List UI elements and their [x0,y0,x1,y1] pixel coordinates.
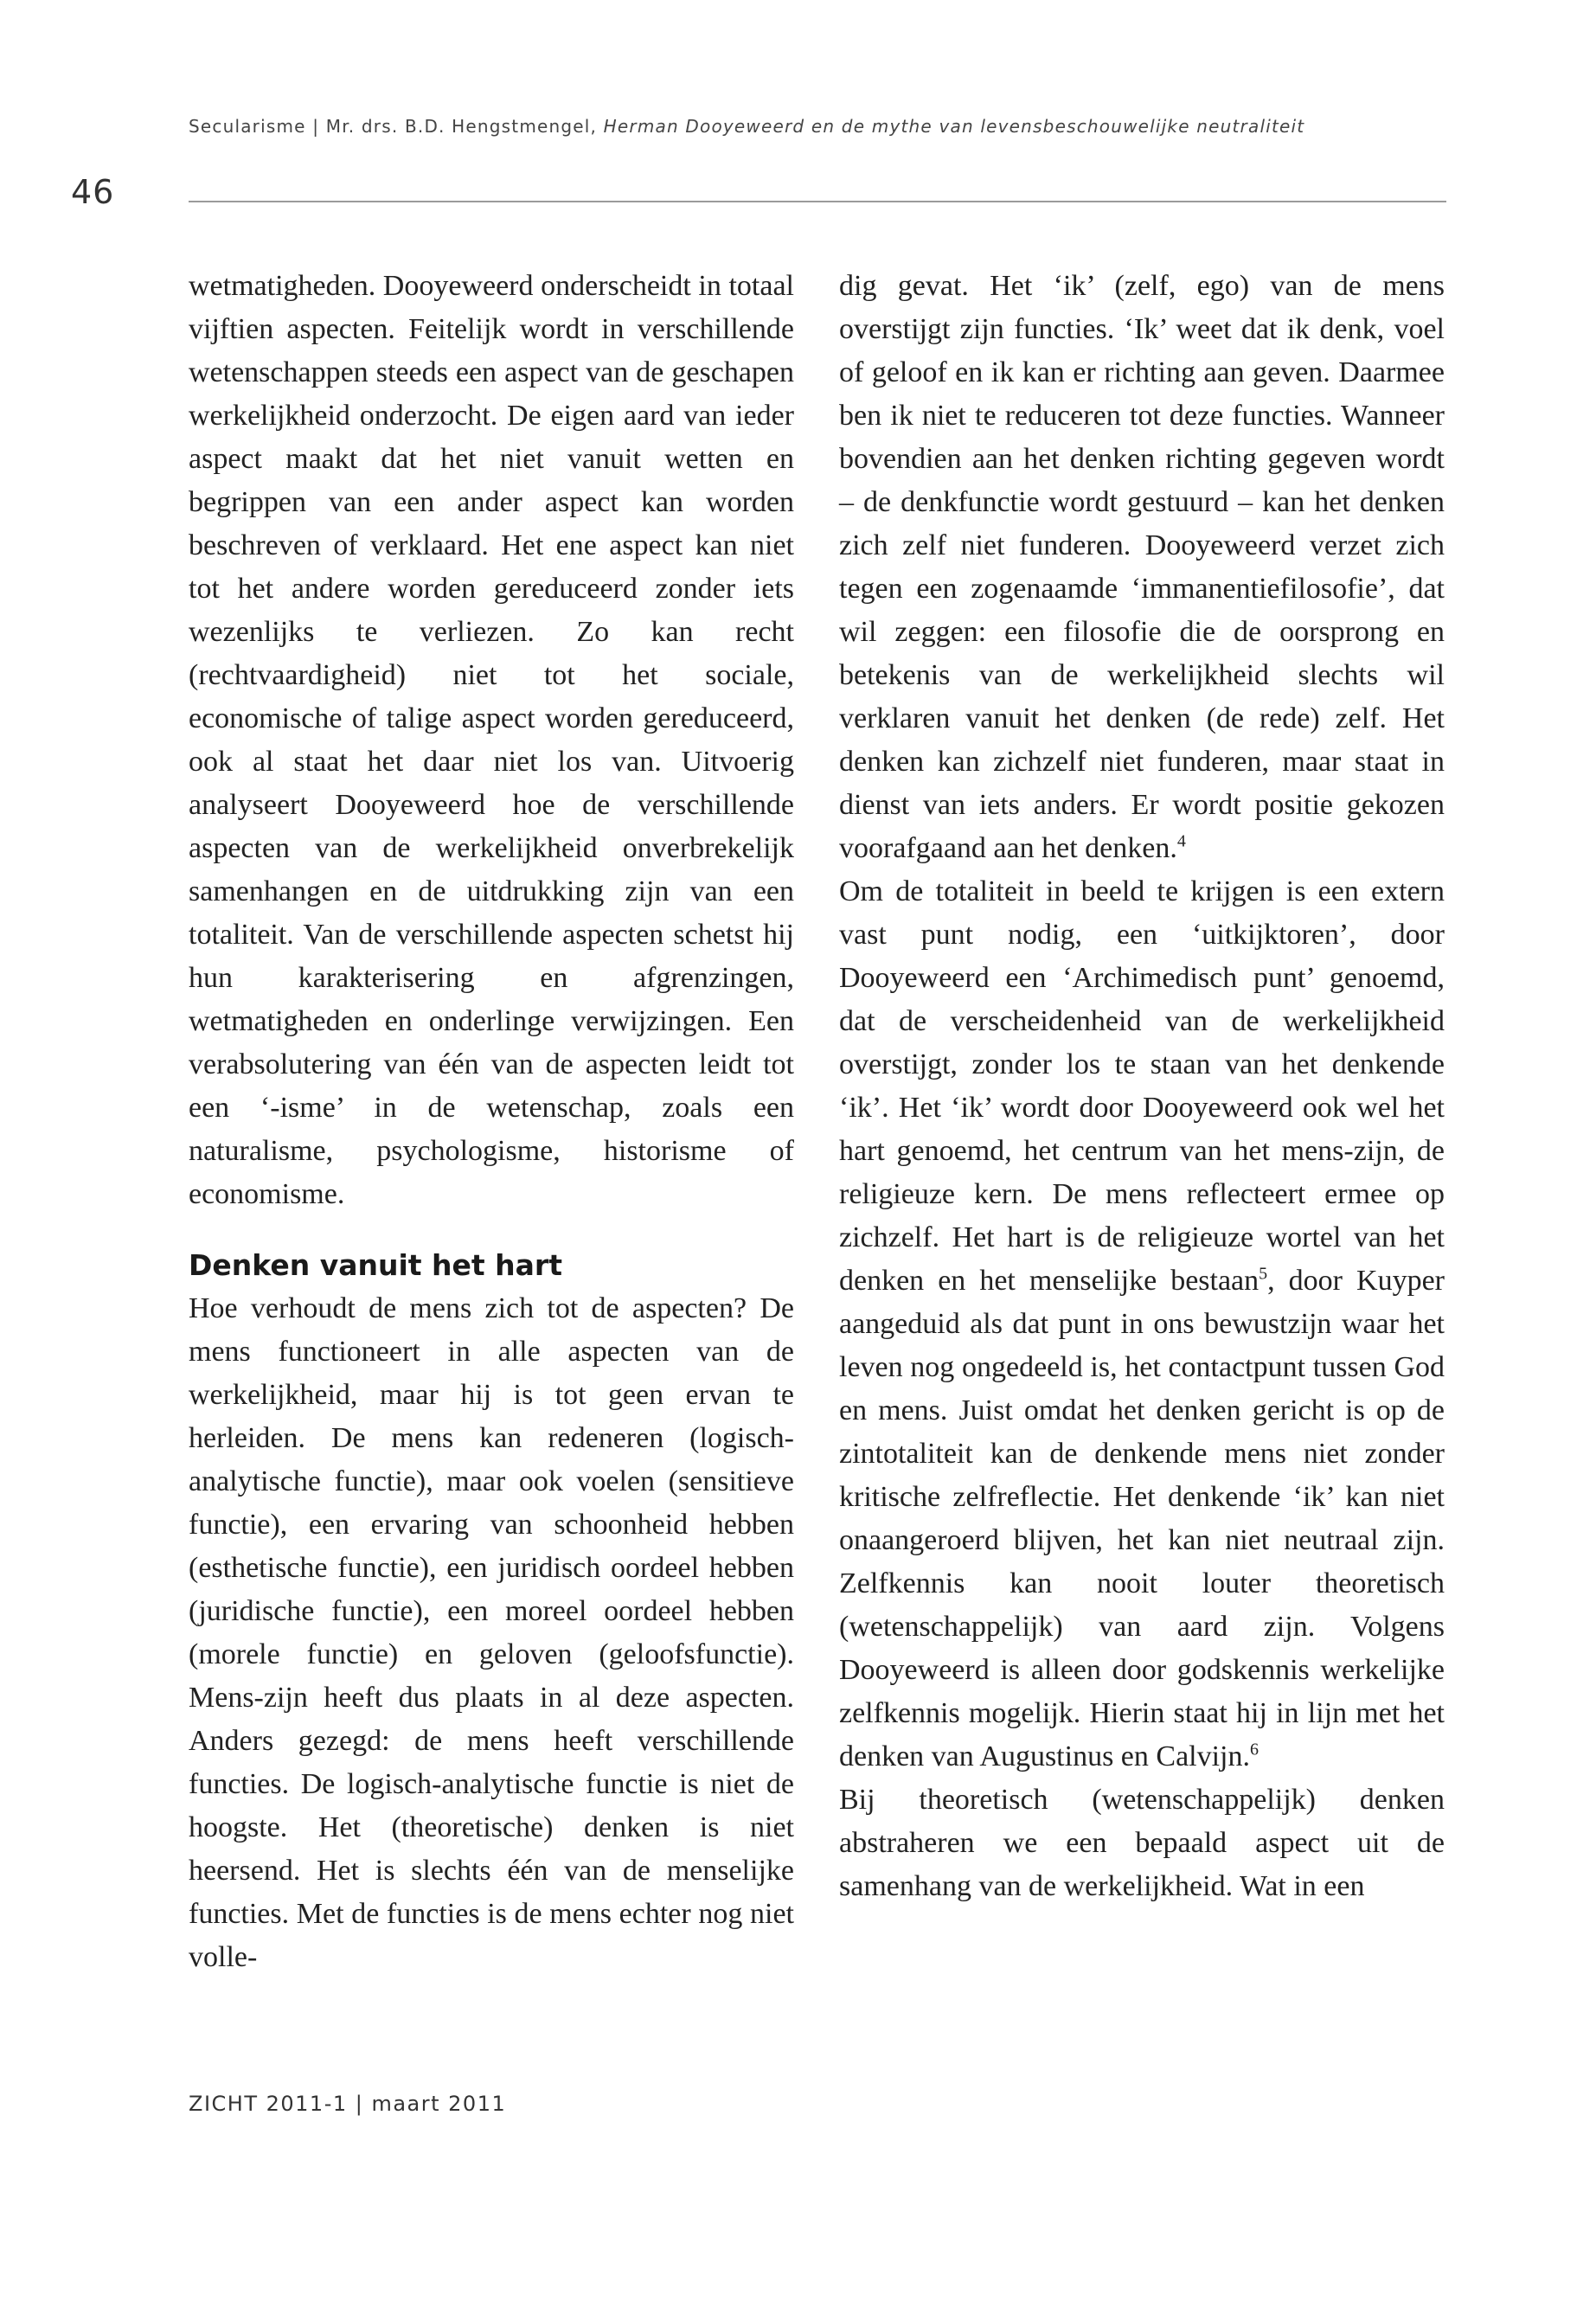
journal-footer: ZICHT 2011-1 | maart 2011 [189,2092,507,2116]
right-paragraph-2a-text: Om de totaliteit in beeld te krijgen is een extern vast punt nodig, een ‘uitkijktoren’, door Dooyeweerd een ‘Archimedisch punt’ genoemd, dat de verscheidenheid van de werkelijkheid overstijgt, zonder los te staan van het denkende ‘ik’. Het ‘ik’ wordt door Dooyeweerd ook wel het hart genoemd, het centrum van het mens-zijn, de religieuze kern. De mens reflecteert ermee op zichzelf. Het hart is de religieuze wortel van het denken en het menselijke bestaan [839,875,1445,1297]
right-paragraph-1-text: dig gevat. Het ‘ik’ (zelf, ego) van de mens overstijgt zijn functies. ‘Ik’ weet dat ik denk, voel of geloof en ik kan er richting aan geven. Daarmee ben ik niet te reduceren tot deze functies. Wanneer bovendien aan het denken richting gegeven wordt – de denkfunctie wordt gestuurd – kan het denken zich zelf niet funderen. Dooyeweerd verzet zich tegen een zogenaamde ‘immanentiefilosofie’, dat wil zeggen: een filosofie die de oorsprong en betekenis van de werkelijkheid slechts wil verklaren vanuit het denken (de rede) zelf. Het denken kan zichzelf niet funderen, maar staat in dienst van iets anders. Er wordt positie gekozen voorafgaand aan het denken. [839,270,1445,864]
right-paragraph-2b-text: , door Kuyper aangeduid als dat punt in ons bewustzijn waar het leven nog ongedeeld is, het contactpunt tussen God en mens. Juist omdat het denken gericht is op de zintotaliteit kan de denkende mens niet zonder kritische zelfreflectie. Het denkende ‘ik’ kan niet onaangeroerd blijven, het kan niet neutraal zijn. Zelfkennis kan nooit louter theoretisch (wetenschappelijk) van aard zijn. Volgens Dooyeweerd is alleen door godskennis werkelijke zelfkennis mogelijk. Hierin staat hij in lijn met het denken van Augustinus en Calvijn. [839,1265,1445,1772]
right-column [839,265,1445,1908]
section-heading: Denken vanuit het hart [189,1248,562,1282]
right-paragraph-2 [839,870,1445,1779]
page-number: 46 [71,173,115,211]
footnote-marker-6[interactable]: 6 [1250,1740,1259,1759]
left-paragraph-2: Hoe verhoudt de mens zich tot de aspecten? De mens functioneert in alle aspecten van de werkelijkheid, maar hij is tot geen ervan te herleiden. De mens kan redeneren (logisch-analytische functie), maar ook voelen (sensitieve functie), een ervaring van schoonheid hebben (esthetische functie), een juridisch oordeel hebben (juridische functie), een moreel oordeel hebben (morele functie) en geloven (geloofsfunctie). Mens-zijn heeft dus plaats in al deze aspecten. Anders gezegd: de mens heeft verschillende functies. De logisch-analytische functie is niet de hoogste. Het (theoretische) denken is niet heersend. Het is slechts één van de menselijke functies. Met de functies is de mens echter nog niet volle- [189,1292,794,1973]
running-header [189,116,1304,137]
header-author: Mr. drs. B.D. Hengstmengel, [325,116,598,137]
right-paragraph-3: Bij theoretisch (wetenschappelijk) denken abstraheren we een bepaald aspect uit de samenhang van de werkelijkheid. Wat in een [839,1784,1445,1902]
header-article-title: Herman Dooyeweerd en de mythe van levensbeschouwelijke neutraliteit [603,116,1305,137]
header-separator: | [312,116,320,137]
header-divider [189,201,1446,202]
left-paragraph-1: wetmatigheden. Dooyeweerd onderscheidt in totaal vijftien aspecten. Feitelijk wordt in verschillende wetenschappen steeds een aspect van de geschapen werkelijkheid onderzocht. De eigen aard van ieder aspect maakt dat het niet vanuit wetten en begrippen van een ander aspect kan worden beschreven of verklaard. Het ene aspect kan niet tot het andere worden gereduceerd zonder iets wezenlijks te verliezen. Zo kan recht (rechtvaardigheid) niet tot het sociale, economische of talige aspect worden gereduceerd, ook al staat het daar niet los van. Uitvoerig analyseert Dooyeweerd hoe de verschillende aspecten van de werkelijkheid onverbrekelijk samenhangen en de uitdrukking zijn van een totaliteit. Van de verschillende aspecten schetst hij hun karakterisering en afgrenzingen, wetmatigheden en onderlinge verwijzingen. Een verabsolutering van één van de aspecten leidt tot een ‘-isme’ in de wetenschap, zoals een naturalisme, psychologisme, historisme of economisme. [189,270,794,1210]
footnote-marker-4[interactable]: 4 [1176,831,1186,851]
header-section: Secularisme [189,116,306,137]
left-column [189,265,794,1979]
footnote-marker-5[interactable]: 5 [1259,1264,1268,1284]
right-paragraph-1 [839,265,1445,870]
